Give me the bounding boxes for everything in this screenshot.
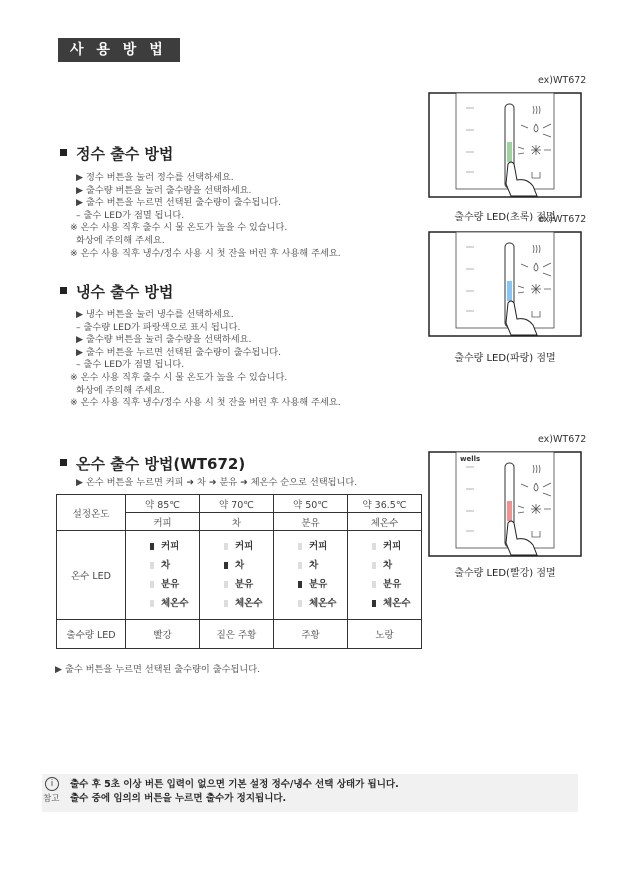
output-led-cell: 빨강 <box>126 620 200 649</box>
bullet-square-icon <box>60 459 67 466</box>
temp-cell: 약 36.5℃ <box>348 495 422 513</box>
led-item <box>372 575 421 594</box>
led-indicator-icon <box>224 600 228 607</box>
row-header-temp: 설정온도 <box>57 495 126 531</box>
caution-line: ※ 온수 사용 직후 냉수/정수 사용 시 첫 잔을 버린 후 사용해 주세요. <box>70 397 341 409</box>
led-label: 분유 <box>383 579 402 590</box>
led-indicator-icon <box>298 562 302 569</box>
device-figure <box>428 451 582 561</box>
mode-cell: 차 <box>200 513 274 531</box>
section-heading-purified <box>60 146 173 163</box>
led-label: 차 <box>161 560 171 571</box>
led-item <box>150 537 199 556</box>
led-cell <box>126 531 200 620</box>
led-cell <box>348 531 422 620</box>
led-label: 차 <box>235 560 245 571</box>
led-indicator-icon <box>372 543 376 550</box>
section-heading-cold <box>60 284 173 301</box>
caution-line: 화상에 주의해 주세요. <box>76 234 165 246</box>
mode-cell: 커피 <box>126 513 200 531</box>
led-item <box>224 594 273 613</box>
heading-text: 정수 출수 방법 <box>76 145 174 163</box>
row-header-output-led: 출수량 LED <box>57 620 126 649</box>
led-indicator-icon <box>224 562 228 569</box>
section-lines-cold <box>70 309 341 410</box>
page-title: 사 용 방 법 <box>58 38 180 62</box>
instruction-line: ▶ 출수량 버튼을 눌러 출수량을 선택하세요. <box>76 184 252 196</box>
led-item <box>298 556 347 575</box>
led-label: 분유 <box>161 579 180 590</box>
note-box <box>42 774 578 812</box>
instruction-line: – 출수 LED가 점멸 됩니다. <box>76 359 185 371</box>
instruction-line: – 출수량 LED가 파랑색으로 표시 됩니다. <box>76 321 241 333</box>
led-label: 커피 <box>309 541 328 552</box>
led-label: 체온수 <box>161 598 189 609</box>
led-indicator-icon <box>224 581 228 588</box>
temp-cell: 약 70℃ <box>200 495 274 513</box>
led-label: 체온수 <box>309 598 337 609</box>
led-cell <box>200 531 274 620</box>
after-table-line: ▶ 출수 버튼을 누르면 선택된 출수량이 출수됩니다. <box>55 664 261 675</box>
led-indicator-icon <box>372 581 376 588</box>
instruction-line: ▶ 출수 버튼을 누르면 선택된 출수량이 출수됩니다. <box>76 346 282 358</box>
led-label: 커피 <box>161 541 180 552</box>
section-lines-hot <box>76 477 357 490</box>
led-indicator-icon <box>372 562 376 569</box>
output-led-cell: 주황 <box>274 620 348 649</box>
led-label: 차 <box>309 560 319 571</box>
note-text <box>70 778 399 806</box>
led-indicator-icon <box>150 562 154 569</box>
temp-cell: 약 50℃ <box>274 495 348 513</box>
led-indicator-icon <box>224 543 228 550</box>
led-cell <box>274 531 348 620</box>
caution-line: ※ 온수 사용 직후 냉수/정수 사용 시 첫 잔을 버린 후 사용해 주세요. <box>70 247 341 259</box>
heading-text: 냉수 출수 방법 <box>76 283 174 301</box>
figure-caption: 출수량 LED(파랑) 점멸 <box>454 353 556 364</box>
note-label: 참고 <box>43 794 60 804</box>
heading-text: 온수 출수 방법(WT672) <box>76 455 246 473</box>
caution-line: ※ 온수 사용 직후 출수 시 물 온도가 높을 수 있습니다. <box>70 222 288 234</box>
led-label: 분유 <box>309 579 328 590</box>
instruction-line: ▶ 출수량 버튼을 눌러 출수량을 선택하세요. <box>76 334 252 346</box>
output-led-cell: 노랑 <box>348 620 422 649</box>
figure-caption: 출수량 LED(초록) 점멸 <box>454 212 556 223</box>
mode-cell: 분유 <box>274 513 348 531</box>
led-indicator-icon <box>150 581 154 588</box>
section-heading-hot <box>60 456 245 473</box>
led-indicator-icon <box>150 543 154 550</box>
bullet-square-icon <box>60 149 67 156</box>
led-item <box>372 556 421 575</box>
hot-water-table <box>56 494 422 649</box>
figure-caption: 출수량 LED(빨강) 점멸 <box>454 568 556 579</box>
caution-line: 화상에 주의해 주세요. <box>76 384 165 396</box>
temp-cell: 약 85℃ <box>126 495 200 513</box>
led-item <box>150 575 199 594</box>
led-indicator-icon <box>298 581 302 588</box>
device-figure <box>428 231 582 341</box>
info-icon: i <box>45 777 59 791</box>
led-item <box>150 594 199 613</box>
led-item <box>298 575 347 594</box>
instruction-line: – 출수 LED가 점멸 됩니다. <box>76 209 185 221</box>
bullet-square-icon <box>60 287 67 294</box>
led-indicator-icon <box>298 600 302 607</box>
led-label: 분유 <box>235 579 254 590</box>
model-label: ex)WT672 <box>538 75 587 86</box>
led-item <box>298 594 347 613</box>
instruction-line: ▶ 정수 버튼을 눌러 정수를 선택하세요. <box>76 172 234 183</box>
led-label: 커피 <box>383 541 402 552</box>
instruction-line: ▶ 출수 버튼을 누르면 선택된 출수량이 출수됩니다. <box>76 197 282 209</box>
output-led-cell: 짙은 주황 <box>200 620 274 649</box>
instruction-line: ▶ 온수 버튼을 누르면 커피 ➜ 차 ➜ 분유 ➜ 체온수 순으로 선택됩니다. <box>76 477 358 488</box>
led-indicator-icon <box>372 600 376 607</box>
led-label: 차 <box>383 560 393 571</box>
led-label: 체온수 <box>235 598 263 609</box>
note-line: 출수 후 5초 이상 버튼 입력이 없으면 기본 설정 정수/냉수 선택 상태가 됩니다. <box>70 779 399 790</box>
led-item <box>298 537 347 556</box>
led-indicator-icon <box>298 543 302 550</box>
note-line: 출수 중에 임의의 버튼을 누르면 출수가 정지됩니다. <box>70 793 287 804</box>
brand-logo: wells <box>460 455 481 463</box>
instruction-line: ▶ 냉수 버튼을 눌러 냉수를 선택하세요. <box>76 309 234 320</box>
led-item <box>224 575 273 594</box>
model-label: ex)WT672 <box>538 434 587 445</box>
led-item <box>224 537 273 556</box>
section-lines-purified <box>70 172 341 260</box>
output-led <box>507 501 512 521</box>
led-label: 커피 <box>235 541 254 552</box>
output-led <box>507 281 512 301</box>
mode-cell: 체온수 <box>348 513 422 531</box>
caution-line: ※ 온수 사용 직후 출수 시 물 온도가 높을 수 있습니다. <box>70 371 288 383</box>
output-led <box>507 142 512 162</box>
row-header-led: 온수 LED <box>57 531 126 620</box>
led-item <box>372 594 421 613</box>
led-label: 체온수 <box>383 598 411 609</box>
led-item <box>372 537 421 556</box>
device-figure <box>428 92 582 202</box>
model-label: ex)WT672 <box>538 214 587 225</box>
led-indicator-icon <box>150 600 154 607</box>
led-item <box>150 556 199 575</box>
led-item <box>224 556 273 575</box>
